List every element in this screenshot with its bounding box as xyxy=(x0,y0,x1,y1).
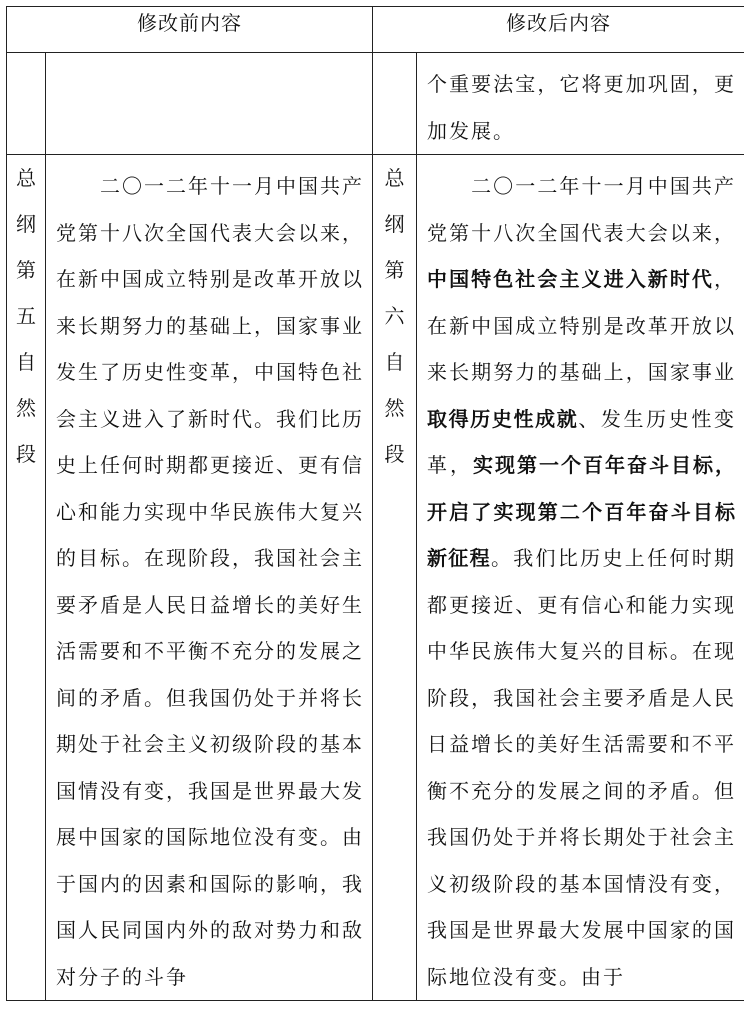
after-segment-6: 。我们比历史上任何时期都更接近、更有信心和能力实现中华民族伟大复兴的目标。在现阶段，我国社会主要矛盾是人民日益增长的美好生活需要和不平衡不充分的发展之间的矛盾。但我国仍处于并将长期处于社会主义初级阶段的基本国情没有变，我国是世界最大发展中国家的国际地位没有变。由于 xyxy=(427,546,737,989)
before-text-cell xyxy=(46,155,373,1001)
after-bold-segment-5: 实现第一个百年奋斗目标，开启了实现第二个百年奋斗目标新征程 xyxy=(427,453,736,570)
header-row xyxy=(7,7,745,53)
before-column-header: 修改前内容 xyxy=(7,7,373,53)
after-segment-2: ，在新中国成立特别是改革开放以来长期努力的基础上，国家事业 xyxy=(427,267,736,384)
continuation-after-text: 个重要法宝，它将更加巩固，更加发展。 xyxy=(427,72,736,143)
continuation-after-label-cell xyxy=(373,53,417,155)
after-paragraph xyxy=(417,155,744,1000)
after-column-header: 修改后内容 xyxy=(373,7,745,53)
document-page xyxy=(6,6,744,1020)
before-section-label-cell xyxy=(7,155,46,1001)
before-section-label: 总纲第五自然段 xyxy=(16,166,36,466)
amendment-comparison-table xyxy=(6,6,744,1001)
after-text-cell xyxy=(417,155,745,1001)
section-row xyxy=(7,155,745,1001)
continuation-before-text-cell xyxy=(46,53,373,155)
after-section-label-cell xyxy=(373,155,417,1001)
after-segment-4: 、发生历史性变革， xyxy=(427,406,737,477)
continuation-after-text-cell xyxy=(417,53,745,155)
after-segment-0: 二〇一二年十一月中国共产党第十八次全国代表大会以来， xyxy=(427,174,736,245)
before-paragraph-text: 二〇一二年十一月中国共产党第十八次全国代表大会以来，在新中国成立特别是改革开放以来长期努力的基础上，国家事业发生了历史性变革，中国特色社会主义进入了新时代。我们比历史上任何时期都更接近、更有信心和能力实现中华民族伟大复兴的目标。在现阶段，我国社会主要矛盾是人民日益增长的美好生活需要和不平衡不充分的发展之间的矛盾。但我国仍处于并将长期处于社会主义初级阶段的基本国情没有变，我国是世界最大发展中国家的国际地位没有变。由于国内的因素和国际的影响，我国人民同国内外的敌对势力和敌对分子的斗争 xyxy=(56,174,364,989)
after-section-label: 总纲第六自然段 xyxy=(384,166,405,466)
before-paragraph xyxy=(46,155,372,1000)
after-bold-segment-3: 取得历史性成就 xyxy=(427,406,579,431)
continuation-before-label-cell xyxy=(7,53,46,155)
continuation-row xyxy=(7,53,745,155)
after-bold-segment-1: 中国特色社会主义进入新时代 xyxy=(427,267,714,291)
